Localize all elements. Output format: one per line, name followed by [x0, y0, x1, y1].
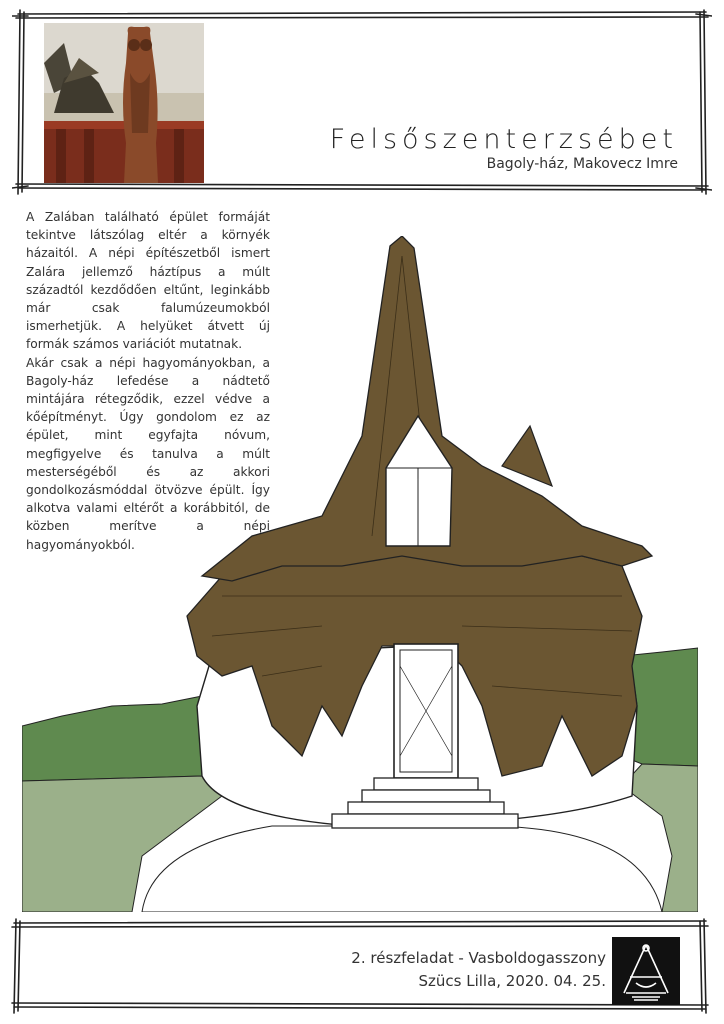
owl-house-drawing: [22, 236, 698, 912]
faculty-logo-icon: [612, 937, 680, 1005]
owl-statue-photo: [44, 23, 204, 183]
page-subtitle: Bagoly-ház, Makovecz Imre: [486, 156, 678, 172]
footer-author-date: Szücs Lilla, 2020. 04. 25.: [418, 972, 606, 990]
description-paragraph: Akár csak a népi hagyományokban, a Bagoly-ház lefedése a nádtető mintájára rétegződik, ezzel védve a kőépítményt. Úgy gondolom ez az épület, mint egyfajta nóvum, megfigyelve és tanulva a múlt mesterségéből és az akkori gondolkozásmóddal ötvözve épült. Így alkotva valami eltérőt a korábbitól, de közben merítve a népi hagyományokból.: [26, 355, 270, 552]
grass-left: [22, 691, 222, 781]
footer-task-label: 2. részfeladat - Vasboldogasszony: [351, 949, 606, 967]
description-paragraph: A Zalában található épület formáját tekintve látszólag eltér a környék házaitól. A népi építészetből ismert Zalára jellemző háztípus a múlt századtól kezdődően eltűnt, leginkább már csak falumúzeumokból ismerhetjük. A helyüket átvett új formák számos variációt mutatnak.: [26, 210, 270, 352]
roof-small-spire: [502, 426, 552, 486]
page-title: Felsőszenterzsébet: [329, 124, 678, 155]
